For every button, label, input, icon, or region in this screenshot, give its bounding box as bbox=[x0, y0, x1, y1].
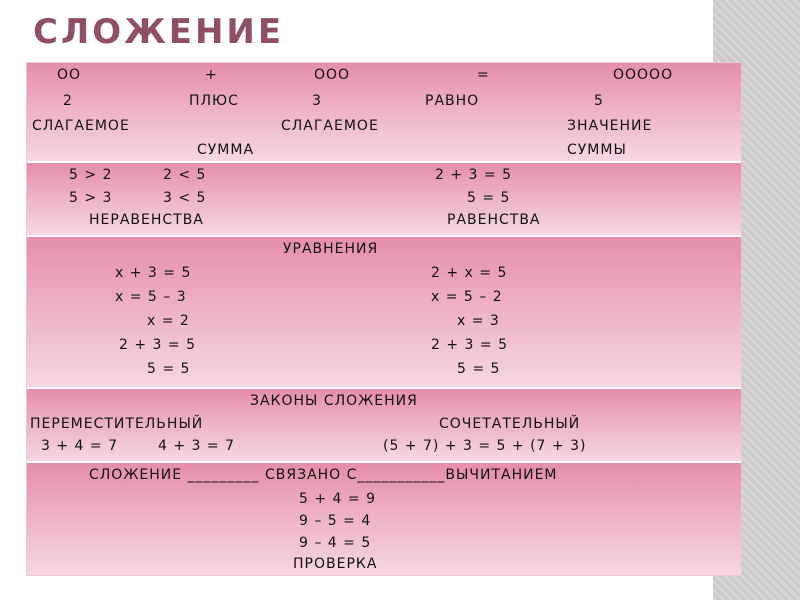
inequalities-label: НЕРАВЕНСТВА bbox=[89, 212, 204, 228]
number-three: 3 bbox=[312, 93, 322, 109]
dots-three: ООО bbox=[314, 67, 351, 83]
row-laws bbox=[27, 389, 741, 463]
number-five: 5 bbox=[594, 93, 604, 109]
law-example: (5 + 7) + 3 = 5 + (7 + 3) bbox=[383, 438, 587, 454]
equalities-label: РАВЕНСТВА bbox=[447, 212, 541, 228]
check-line: 9 – 4 = 5 bbox=[299, 535, 372, 551]
check-label: ПРОВЕРКА bbox=[293, 556, 378, 572]
inequality: 3 < 5 bbox=[163, 190, 207, 206]
equality: 2 + 3 = 5 bbox=[435, 167, 512, 183]
term-two-label: СЛАГАЕМОЕ bbox=[281, 118, 379, 134]
inequality: 2 < 5 bbox=[163, 167, 207, 183]
associative-label: СОЧЕТАТЕЛЬНЫЙ bbox=[439, 416, 581, 432]
equations-heading: УРАВНЕНИЯ bbox=[283, 241, 379, 257]
row-equations bbox=[27, 237, 741, 389]
equals-sign: = bbox=[477, 67, 490, 83]
plus-sign: + bbox=[205, 67, 218, 83]
term-one-label: СЛАГАЕМОЕ bbox=[32, 118, 130, 134]
addition-table bbox=[26, 62, 742, 576]
equation-line: 2 + 3 = 5 bbox=[119, 337, 196, 353]
equation-line: 5 = 5 bbox=[147, 361, 191, 377]
equation-line: х + 3 = 5 bbox=[115, 265, 192, 281]
law-example: 4 + 3 = 7 bbox=[158, 438, 235, 454]
row-notation bbox=[27, 63, 741, 163]
equality: 5 = 5 bbox=[467, 190, 511, 206]
inequality: 5 > 3 bbox=[69, 190, 113, 206]
inequality: 5 > 2 bbox=[69, 167, 113, 183]
check-line: 9 – 5 = 4 bbox=[299, 513, 372, 529]
page-title: СЛОЖЕНИЕ bbox=[33, 12, 285, 52]
dots-two: ОО bbox=[57, 67, 82, 83]
plus-word: ПЛЮС bbox=[189, 93, 239, 109]
sum-label: СУММА bbox=[197, 142, 255, 158]
row-subtraction-link bbox=[27, 463, 741, 575]
commutative-label: ПЕРЕМЕСТИТЕЛЬНЫЙ bbox=[30, 416, 204, 432]
number-two: 2 bbox=[63, 93, 73, 109]
laws-heading: ЗАКОНЫ СЛОЖЕНИЯ bbox=[250, 393, 418, 409]
of-sum-label: СУММЫ bbox=[567, 142, 627, 158]
equation-line: х = 2 bbox=[147, 313, 190, 329]
equals-word: РАВНО bbox=[425, 93, 480, 109]
law-example: 3 + 4 = 7 bbox=[41, 438, 118, 454]
equation-line: х = 5 – 3 bbox=[115, 289, 187, 305]
equation-line: 5 = 5 bbox=[457, 361, 501, 377]
check-line: 5 + 4 = 9 bbox=[299, 491, 376, 507]
relation-sentence: СЛОЖЕНИЕ _________ СВЯЗАНО С___________ВЫЧИТАНИЕМ bbox=[89, 467, 558, 483]
equation-line: х = 5 – 2 bbox=[431, 289, 503, 305]
dots-five: ООООО bbox=[613, 67, 674, 83]
row-inequalities bbox=[27, 163, 741, 237]
equation-line: 2 + 3 = 5 bbox=[431, 337, 508, 353]
value-label: ЗНАЧЕНИЕ bbox=[567, 118, 653, 134]
equation-line: х = 3 bbox=[457, 313, 500, 329]
equation-line: 2 + х = 5 bbox=[431, 265, 508, 281]
